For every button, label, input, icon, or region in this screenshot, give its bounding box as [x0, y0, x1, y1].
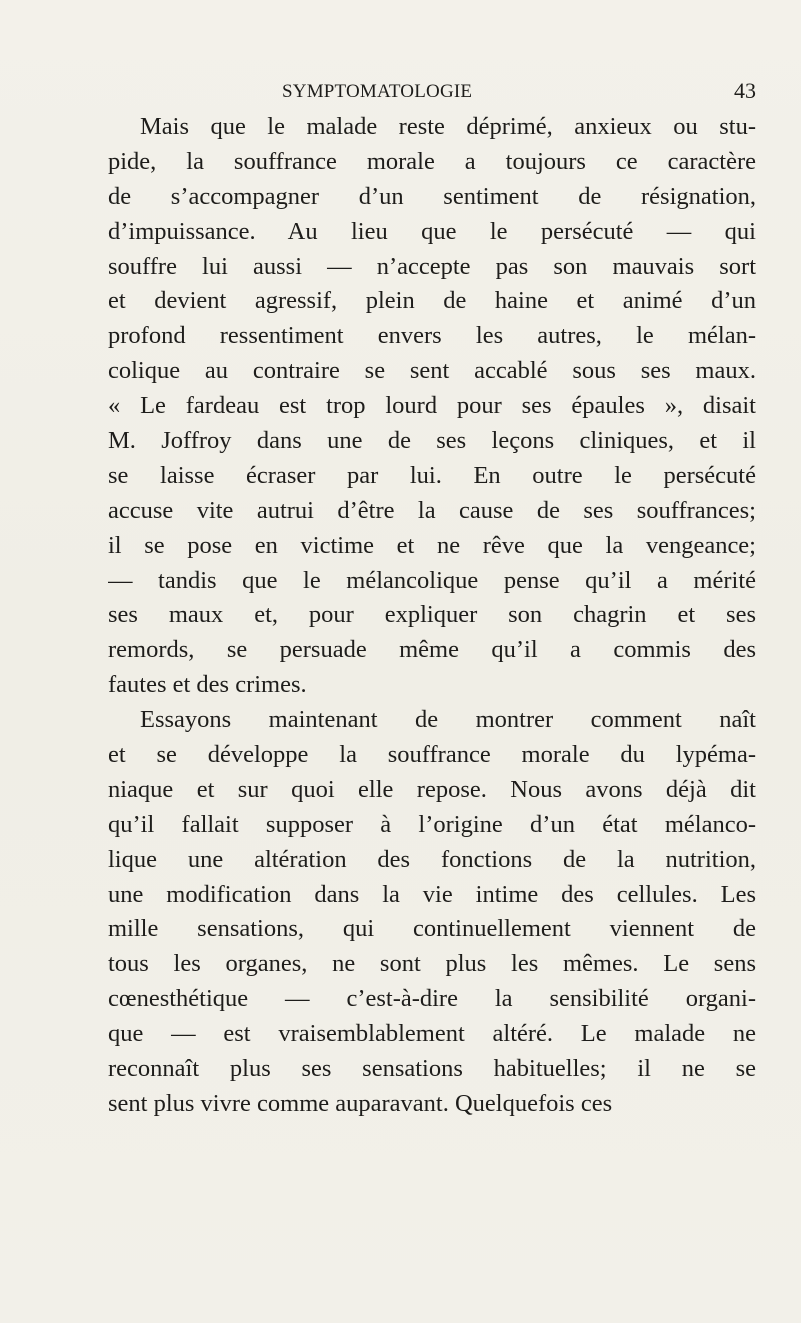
text-line: reconnaît plus ses sensations habituelles; il ne se: [108, 1055, 756, 1083]
running-head: [108, 80, 756, 104]
text-line: pide, la souffrance morale a toujours ce caractère: [108, 147, 756, 175]
running-title: SYMPTOMATOLOGIE: [282, 81, 473, 102]
text-line: fautes et des crimes.: [108, 671, 307, 699]
text-line: Essayons maintenant de montrer comment naît: [140, 706, 756, 734]
text-line: et se développe la souffrance morale du lypéma-: [108, 741, 756, 769]
text-line: M. Joffroy dans une de ses leçons cliniques, et il: [108, 427, 756, 455]
text-line: que — est vraisemblablement altéré. Le malade ne: [108, 1020, 756, 1048]
text-line: il se pose en victime et ne rêve que la vengeance;: [108, 531, 756, 559]
text-line: souffre lui aussi — n’accepte pas son mauvais sort: [108, 252, 756, 280]
text-line: une modification dans la vie intime des cellules. Les: [108, 880, 756, 908]
text-line: sent plus vivre comme auparavant. Quelquefois ces: [108, 1089, 613, 1117]
text-line: Mais que le malade reste déprimé, anxieux ou stu-: [140, 113, 756, 140]
text-line: mille sensations, qui continuellement viennent de: [108, 915, 756, 943]
text-line: et devient agressif, plein de haine et animé d’un: [108, 287, 756, 315]
text-line: ses maux et, pour expliquer son chagrin et ses: [108, 601, 756, 629]
text-line: qu’il fallait supposer à l’origine d’un état mélanco-: [108, 810, 756, 838]
text-line: remords, se persuade même qu’il a commis des: [108, 636, 756, 664]
text-line: lique une altération des fonctions de la nutrition,: [108, 845, 756, 873]
text-line: niaque et sur quoi elle repose. Nous avons déjà dit: [108, 775, 756, 803]
text-line: — tandis que le mélancolique pense qu’il a mérité: [108, 566, 756, 594]
text-line: accuse vite autrui d’être la cause de ses souffrances;: [108, 496, 756, 524]
text-line: colique au contraire se sent accablé sous ses maux.: [108, 357, 756, 385]
text-line: se laisse écraser par lui. En outre le persécuté: [108, 461, 756, 489]
text-line: profond ressentiment envers les autres, le mélan-: [108, 322, 756, 350]
text-line: tous les organes, ne sont plus les mêmes. Le sens: [108, 950, 756, 978]
text-line: d’impuissance. Au lieu que le persécuté — qui: [108, 217, 756, 245]
text-line: « Le fardeau est trop lourd pour ses épaules », disait: [108, 392, 756, 420]
body-text: [108, 110, 756, 1122]
text-line: cœnesthétique — c’est-à-dire la sensibilité organi-: [108, 985, 756, 1013]
page-number: 43: [734, 78, 756, 103]
text-line: de s’accompagner d’un sentiment de résignation,: [108, 182, 756, 210]
